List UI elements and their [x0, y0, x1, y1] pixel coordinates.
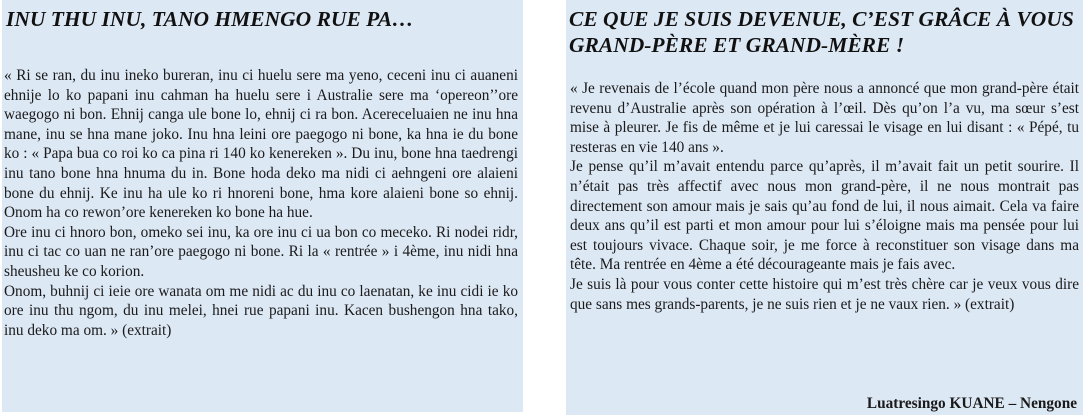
french-paragraph-3: Je suis là pour vous conter cette histoire qui m’est très chère car je veux vous dire que sans mes grands-parents, je ne suis rien et je ne vaux rien. » (extrait): [570, 275, 1079, 313]
nengone-paragraph-3: Onom, buhnij ci ieie ore wanata om me nidi ac du inu co laenatan, ke inu cidi ie ko ore inu thu ngom, du inu melei, hnei rue papani inu. Kacen bushengon hna tako, inu deko ma om. » (extrait): [4, 282, 518, 339]
french-body: [570, 79, 1079, 314]
french-paragraph-2: Je pense qu’il m’avait entendu parce qu’après, il m’avait fait un petit sourire. Il n’était pas très affectif avec nous mon grand-père, il ne nous montrait pas directement son amour mais je sais qu’au fond de lui, il nous aimait. Cela va faire deux ans qu’il est parti et mon amour pour lui s’éloigne mais ma pensée pour lui est toujours vivace. Chaque soir, je me force à reconstituer son visage dans ma tête. Ma rentrée en 4ème a été décourageante mais je fais avec.: [570, 158, 1079, 274]
french-paragraph-1: « Je revenais de l’école quand mon père nous a annoncé que mon grand-père était revenu d’Australie après son opération à l’œil. Dès qu’on l’a vu, ma sœur s’est mise à pleurer. Je fis de même et je lui caressai le visage en lui disant : « Pépé, tu resteras en vie 140 ans ».: [570, 80, 1079, 156]
french-text-panel: [566, 0, 1083, 415]
nengone-body: [4, 66, 518, 340]
nengone-paragraph-2: Ore inu ci hnoro bon, omeko sei inu, ka ore inu ci ua bon co meceko. Ri nodei ridr, inu ci tac co uan ne ran’ore paegogo ni bone. Ri la « rentrée » i 4ème, inu nidi hna sheusheu ke co korion.: [4, 223, 518, 280]
nengone-paragraph-1: « Ri se ran, du inu ineko bureran, inu ci huelu sere ma yeno, ceceni inu ci auaneni ehnije lo ko papani inu cahman ha huelu sere i Australie sere ma ‘opereon’’ore waegogo ni bon. Ehnij canga ule bone lo, ehnij ci ra bon. Acereceluaien ne inu hna mane, inu se hna mane joko. Inu hna leini ore paegogo ni bone, ka hna ie du bone ko : « Papa bua co roi ko ca pina ri 140 ko kenereken ». Du inu, bone hna taedrengi inu tano bone hna hnuma du in. Bone hoda deko ma nidi ci aehngeni ore alaieni bone du ehnij. Ke inu ha ule ko ri hnoreni bone, hma kore alaieni bone so ehnij. Onom ha co rewon’ore kenereken ko bone ha hue.: [4, 67, 518, 222]
french-title: CE QUE JE SUIS DEVENUE, C’EST GRÂCE À VOUS GRAND-PÈRE ET GRAND-MÈRE !: [569, 7, 1074, 57]
author-signature: Luatresingo KUANE – Nengone: [866, 395, 1077, 412]
nengone-title: INU THU INU, TANO HMENGO RUE PA…: [6, 7, 414, 31]
nengone-text-panel: [2, 0, 523, 412]
